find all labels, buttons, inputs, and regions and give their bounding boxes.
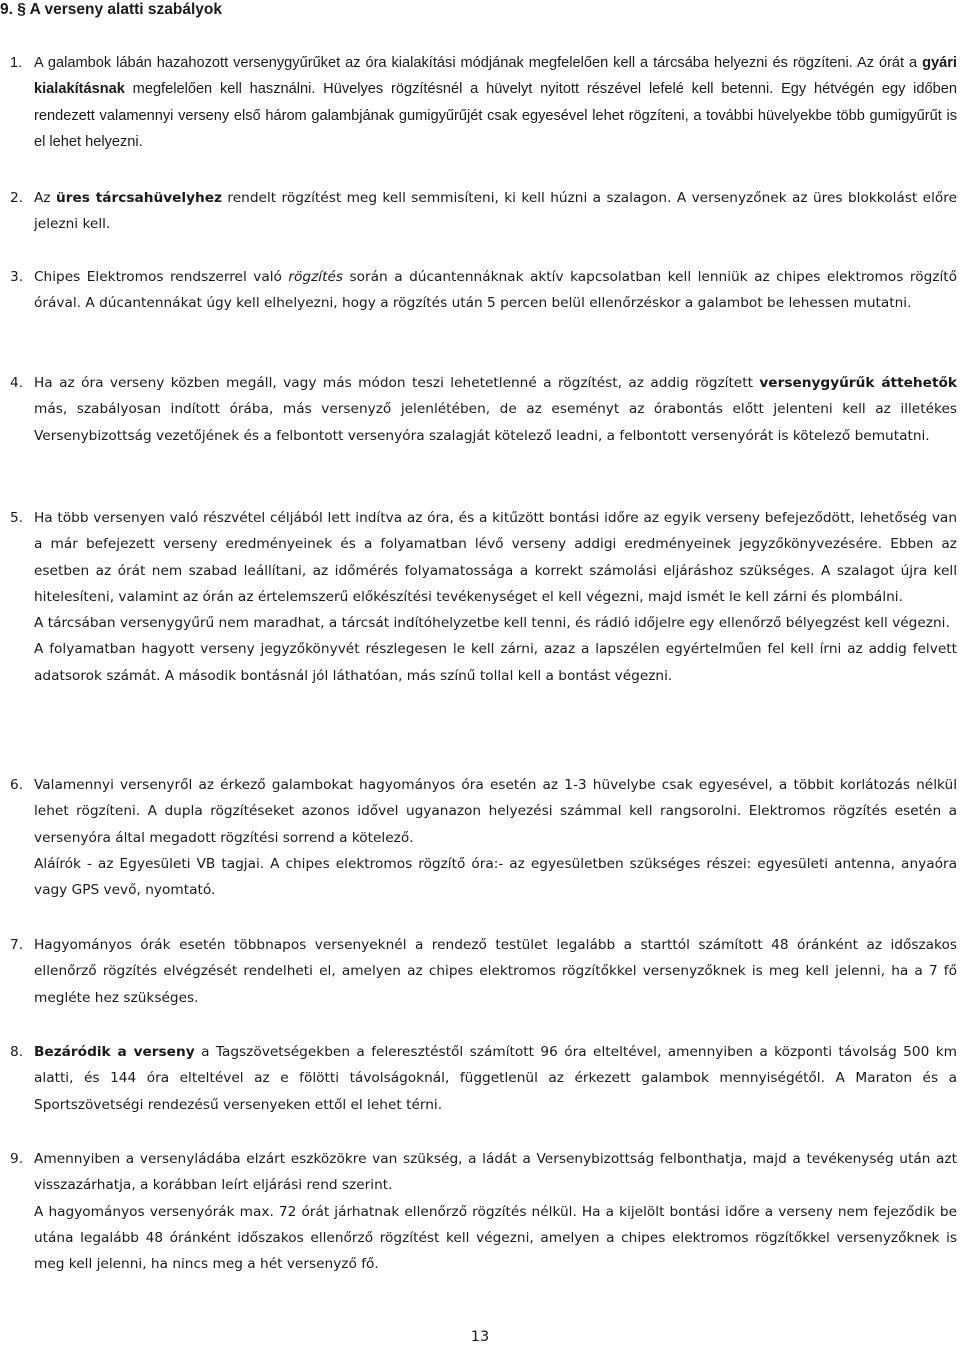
bold-text: üres tárcsahüvelyhez [55,190,223,206]
text-run: A galambok lábán hazahozott versenygyűrűket az óra kialakítási módjának megfelelően kell a tárcsába helyezni és rögzíteni. Az órát a [34,55,923,71]
rule-number: 2. [10,190,24,206]
section-title: 9. § A verseny alatti szabályok [0,1,222,18]
text-run: A hagyományos versenyórák max. 72 órát járhatnak ellenőrző rögzítés nélkül. Ha a kijelölt bontási időre a verseny nem fejeződik be utána legalább 48 óránként időszakos ellenőrző rögzítést kell végezni, amelyen a chipes elektromos rögzítőkkel versenyzőknek is meg kell jelenni, ha nincs meg a hét versenyző fő. [34,1203,957,1273]
rule-number: 3. [10,269,24,285]
rule-item [0,185,957,238]
rule-paragraph [34,1199,957,1278]
rule-number: 7. [10,937,24,953]
rule-item [0,50,957,155]
text-run: A folyamatban hagyott verseny jegyzőkönyvét részlegesen le kell zárni, azaz a lapszélen egyértelműen fel kell írni az addig felvett adatsorok számát. A második bontásnál jól láthatóan, más színű tollal kell a bontást végezni. [34,641,957,684]
rule-number: 6. [10,777,24,793]
italic-text: rögzítés [288,269,344,285]
rule-body [34,772,957,903]
rule-number: 1. [10,55,23,71]
rule-item [0,505,957,689]
rule-paragraph [34,610,957,636]
text-run: rendelt rögzítést meg kell semmisíteni, ki kell húzni a szalagon. A versenyzőnek az üres blokkolást előre jelezni kell. [34,190,957,233]
rule-body [34,1146,957,1277]
bold-text: Bezáródik a verseny [34,1044,195,1060]
rule-paragraph [34,1039,957,1118]
bold-text: versenygyűrűk áttehetők [759,375,957,391]
rule-body [34,185,957,238]
rule-number: 4. [10,375,24,391]
rule-body [34,50,957,155]
rule-paragraph [34,370,957,449]
rule-paragraph [34,772,957,851]
rule-paragraph [34,851,957,904]
rule-paragraph [34,1146,957,1199]
rule-paragraph [34,505,957,610]
text-run: Valamennyi versenyről az érkező galambokat hagyományos óra esetén az 1-3 hüvelybe csak egyesével, a többit korlátozás nélkül lehet rögzíteni. A dupla rögzítéseket azonos idővel ugyanazon helyezési számmal kell rangsorolni. Elektromos rögzítés esetén a versenyóra által megadott rögzítési sorrend a kötelező. [34,777,957,846]
rule-paragraph [34,932,957,1011]
rule-item [0,772,957,903]
text-run: a Tagszövetségekben a feleresztéstől számított 96 óra elteltével, amennyiben a központi távolság 500 km alatti, és 144 óra elteltével az e fölötti távolságoknál, függetlenül az érkezett galambok mennyiségétől. A Maraton és a Sportszövetségi rendezésű versenyeken ettől el lehet térni. [34,1044,957,1113]
rule-body [34,505,957,689]
rule-paragraph [34,636,957,689]
rule-body [34,264,957,317]
rule-item [0,1039,957,1118]
rule-item [0,1146,957,1277]
text-run: Hagyományos órák esetén többnapos versenyeknél a rendező testület legalább a starttól számított 48 óránként az időszakos ellenőrző rögzítés elvégzését rendelheti el, amelyen az chipes elektromos rögzítőkkel versenyzőknek is meg kell jelenni, ha a 7 fő megléte hez szükséges. [34,937,957,1006]
rule-number: 8. [10,1044,24,1060]
text-run: más, szabályosan indított órába, más versenyző jelenlétében, de az eseményt az órabontás előtt jelenteni kell az illetékes Versenybizottság vezetőjének és a felbontott versenyóra szalagját kötelező leadni, a felbontott versenyórát is kötelező bemutatni. [34,401,957,444]
rule-item [0,932,957,1011]
rule-item [0,264,957,317]
rule-body [34,932,957,1011]
rule-body [34,1039,957,1118]
text-run: Amennyiben a versenyládába elzárt eszközökre van szükség, a ládát a Versenybizottság felbonthatja, majd a tevékenység után azt visszazárhatja, a korábban leírt eljárási rend szerint. [34,1151,957,1194]
text-run: Ha az óra verseny közben megáll, vagy más módon teszi lehetetlenné a rögzítést, az addig rögzített [34,375,760,391]
text-run: során a dúcantennáknak aktív kapcsolatban kell lenniük az chipes elektromos rögzítő órával. A dúcantennákat úgy kell elhelyezni, hogy a rögzítés után 5 percen belül ellenőrzéskor a galambot be lehessen mutatni. [34,269,957,312]
rule-paragraph [34,264,957,317]
rule-item [0,370,957,449]
text-run: Chipes Elektromos rendszerrel való [34,269,289,285]
text-run: megfelelően kell használni. Hüvelyes rögzítésnél a hüvelyt nyitott részével lefelé kell betenni. Egy hétvégén egy időben rendezett valamennyi verseny első három galambjának gumigyűrűjét csak egyesével lehet rögzíteni, a további hüvelyekbe több gumigyűrűt is el lehet helyezni. [34,81,957,150]
text-run: Az [34,190,56,206]
rule-number: 9. [10,1151,24,1167]
rule-number: 5. [10,510,24,526]
rule-body [34,370,957,449]
text-run: Ha több versenyen való részvétel céljából lett indítva az óra, és a kitűzött bontási időre az egyik verseny befejeződött, lehetőség van a már befejezett verseny eredményeinek és a folyamatban lévő verseny addigi eredményeinek jegyzőkönyvezésére. Ebben az esetben az órát nem szabad leállítani, az időmérés folyamatossága a korrekt számolási eljáráshoz szükséges. A szalagot újra kell hitelesíteni, valamint az órán az értelemszerű előkészítési tevékenységet el kell végezni, majd ismét le kell zárni és plombálni. [34,510,957,605]
text-run: A tárcsában versenygyűrű nem maradhat, a tárcsát indítóhelyzetbe kell tenni, és rádió időjelre egy ellenőrző bélyegzést kell végezni. [34,615,950,632]
text-run: Aláírók - az Egyesületi VB tagjai. A chipes elektromos rögzítő óra:- az egyesületben szükséges részei: egyesületi antenna, anyaóra vagy GPS vevő, nyomtató. [34,855,957,899]
rule-paragraph [34,185,957,238]
bold-text: gyári kialakításnak [34,55,957,98]
page-number: 13 [470,1329,490,1345]
rule-paragraph [34,50,957,155]
